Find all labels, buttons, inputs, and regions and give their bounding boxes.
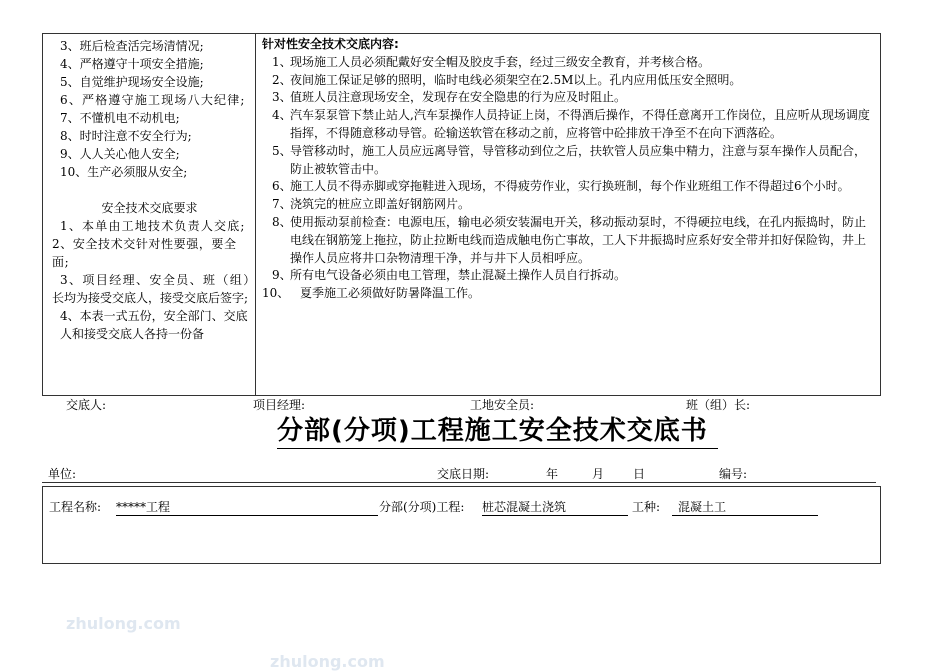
left-line-9: 9、人人关心他人安全; — [60, 147, 180, 161]
project-name-value: *****工程 — [116, 498, 378, 516]
item-num: 10、 — [262, 286, 290, 301]
req-line-1: 1、本单由工地技术负责人交底; — [60, 219, 246, 233]
item-num: 3、 — [272, 90, 292, 105]
req-line-3: 3、项目经理、安全员、班（组） — [60, 273, 257, 287]
item-text: 所有电气设备必须由电工管理，禁止混凝土操作人员自行拆动。 — [290, 268, 627, 283]
item-text: 导管移动时，施工人员应远离导管，导管移动到位之后，扶软管人员应集中精力，注意与泵车操作人员配合，防止被软管击中。 — [290, 143, 867, 176]
subproject-value: 桩芯混凝土浇筑 — [482, 498, 628, 516]
list-item — [262, 54, 877, 72]
column-divider — [255, 33, 256, 396]
spacer — [48, 181, 251, 199]
list-item — [262, 143, 877, 179]
req-line-5: 4、本表一式五份，安全部门、交底人和接受交底人各持一份备 — [60, 309, 248, 341]
left-line-5: 5、自觉维护现场安全设施; — [60, 75, 204, 89]
item-num: 9、 — [272, 268, 292, 283]
date-label: 交底日期: — [437, 467, 490, 481]
list-item — [262, 89, 877, 107]
item-text: 夏季施工必须做好防暑降温工作。 — [300, 286, 481, 301]
day-label: 日 — [633, 467, 646, 481]
list-item — [262, 178, 877, 196]
subproject-label: 分部(分项)工程: — [379, 500, 465, 514]
item-text: 施工人员不得赤脚或穿拖鞋进入现场，不得疲劳作业，实行换班制，每个作业班组工作不得超过6个小时。 — [290, 179, 850, 194]
item-num: 7、 — [272, 197, 292, 212]
list-item — [262, 285, 877, 303]
watermark: zhulong.com — [270, 652, 385, 671]
req-line-4: 长均为接受交底人，接受交底后签字; — [52, 291, 249, 305]
item-num: 1、 — [272, 54, 292, 69]
signature-safety-officer: 工地安全员: — [470, 398, 535, 412]
list-item — [262, 267, 877, 285]
left-line-3: 3、班后检查活完场清情况; — [60, 39, 204, 53]
trade-field — [672, 498, 818, 516]
signature-team-leader: 班（组）长: — [686, 398, 751, 412]
list-item — [262, 107, 877, 143]
unit-label: 单位: — [48, 467, 77, 481]
item-num: 8、 — [272, 214, 292, 229]
item-text: 浇筑完的桩应立即盖好钢筋网片。 — [290, 197, 471, 212]
list-item — [262, 196, 877, 214]
item-num: 5、 — [272, 143, 292, 158]
left-line-7: 7、不懂机电不动机电; — [60, 111, 180, 125]
watermark: zhulong.com — [66, 614, 181, 633]
signature-jiaodiren: 交底人: — [66, 398, 107, 412]
trade-label: 工种: — [632, 500, 661, 514]
number-label: 编号: — [719, 467, 748, 481]
item-text: 现场施工人员必须配戴好安全帽及胶皮手套，经过三级安全教育，并考核合格。 — [290, 54, 711, 69]
right-column — [262, 36, 877, 303]
left-line-6: 6、严格遵守施工现场八大纪律; — [60, 93, 246, 107]
subproject-field — [482, 498, 628, 516]
req-line-2: 2、安全技术交针对性要强，要全面; — [52, 237, 237, 269]
item-num: 2、 — [272, 72, 292, 87]
requirements-title: 安全技术交底要求 — [101, 201, 198, 215]
signature-manager: 项目经理: — [253, 398, 306, 412]
content-heading: 针对性安全技术交底内容: — [262, 37, 399, 51]
item-text: 使用振动泵前检查：电源电压，输电必须安装漏电开关，移动振动泵时，不得硬拉电线，在孔内振捣时，防止电线在钢筋笼上拖拉，防止拉断电线而造成触电伤亡事故，工人下井振捣时应系好安全带并扣好保险钩，井上操作人员应将井口杂物清理干净，并与井下人员相呼应。 — [290, 214, 867, 265]
year-label: 年 — [546, 467, 559, 481]
list-item — [262, 72, 877, 90]
left-line-4: 4、严格遵守十项安全措施; — [60, 57, 204, 71]
month-label: 月 — [592, 467, 605, 481]
list-item — [262, 214, 877, 267]
page-title: 分部(分项)工程施工安全技术交底书 — [277, 414, 718, 449]
left-line-10: 10、生产必须服从安全; — [60, 165, 188, 179]
project-name-field — [116, 498, 378, 516]
left-column — [48, 37, 257, 343]
left-line-8: 8、时时注意不安全行为; — [60, 129, 192, 143]
item-num: 6、 — [272, 179, 292, 194]
trade-value: 混凝土工 — [672, 498, 818, 516]
project-name-label: 工程名称: — [49, 500, 102, 514]
item-num: 4、 — [272, 108, 292, 123]
item-text: 汽车泵泵管下禁止站人,汽车泵操作人员持证上岗，不得酒后操作，不得任意离开工作岗位，且应听从现场调度指挥，不得随意移动导管。砼输送软管在移动之前，应将管中砼排放干净至不在向下洒落砼。 — [290, 108, 870, 140]
meta-underline — [42, 482, 876, 483]
item-text: 值班人员注意现场安全，发现存在安全隐患的行为应及时阻止。 — [290, 90, 627, 105]
item-text: 夜间施工保证足够的照明，临时电线必须架空在2.5M以上。孔内应用低压安全照明。 — [290, 72, 742, 87]
